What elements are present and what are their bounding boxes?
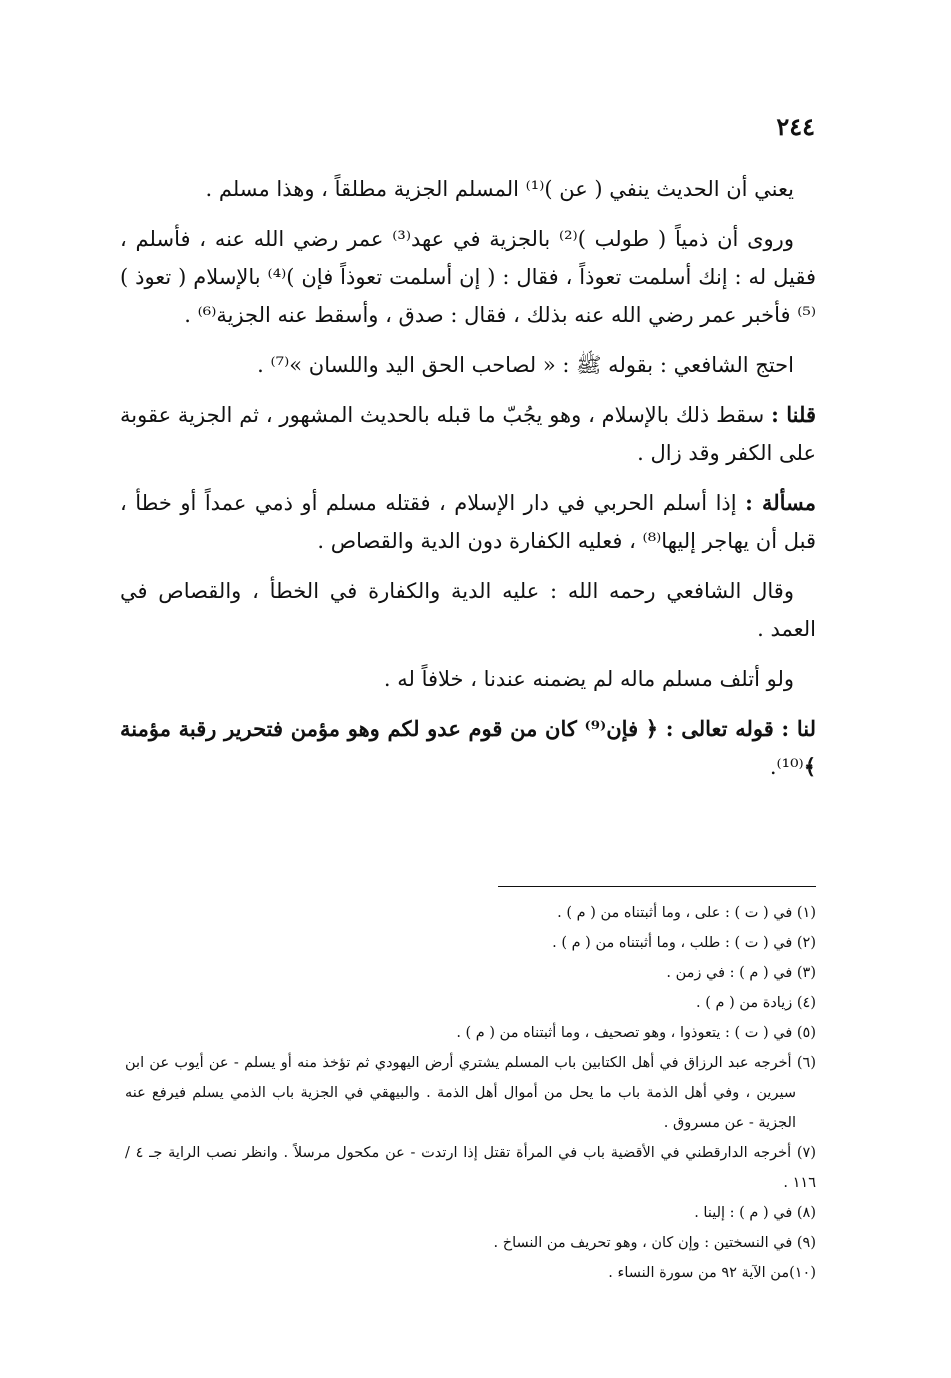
paragraph-lead: لنا : قوله تعالى : ﴿ فإن⁽⁹⁾ كان من قوم عدو لكم وهو مؤمن فتحرير رقبة مؤمنة ﴾ — [120, 716, 816, 779]
paragraph-text: وقال الشافعي رحمه الله : عليه الدية والكفارة في الخطأ ، والقصاص في العمد . — [120, 579, 816, 641]
footnote: (٦) أخرجه عبد الرزاق في أهل الكتابين باب المسلم يشتري أرض اليهودي ثم تؤخذ منه أو يسلم - عن أيوب عن ابن سيرين ، وفي أهل الذمة باب ما يحل من أموال أهل الذمة . والبيهقي في الجزية باب الذمي يسلم فيرفع عنه الجزية - عن مسروق . — [125, 1055, 816, 1131]
paragraph — [120, 484, 816, 560]
footnotes — [125, 898, 816, 1288]
footnote: (٣) في ( م ) : في زمن . — [666, 965, 816, 981]
paragraph — [120, 710, 816, 786]
paragraph — [120, 170, 816, 208]
paragraph-text: وروى أن ذمياً ( طولب )⁽²⁾ بالجزية في عهد⁽³⁾ عمر رضي الله عنه ، فأسلم ، فقيل له : إنك أسلمت تعوذاً ، فقال : ( إن أسلمت تعوذاً فإن )⁽⁴⁾ بالإسلام ( تعوذ )⁽⁵⁾ فأخبر عمر رضي الله عنه بذلك ، فقال : صدق ، وأسقط عنه الجزية⁽⁶⁾ . — [120, 227, 816, 327]
footnote: (٢) في ( ت ) : طلب ، وما أثبتناه من ( م ) . — [552, 935, 816, 951]
paragraph — [120, 660, 816, 698]
paragraph-lead: قلنا : — [771, 402, 816, 427]
paragraph-lead: مسألة : — [745, 490, 816, 515]
footnote-divider — [498, 886, 816, 887]
paragraph-text: إذا أسلم الحربي في دار الإسلام ، فقتله مسلم أو ذمي عمداً أو خطأ ، قبل أن يهاجر إليها⁽⁸⁾ ، فعليه الكفارة دون الدية والقصاص . — [120, 491, 816, 553]
paragraph — [120, 572, 816, 648]
footnote: (٥) في ( ت ) : يتعوذوا ، وهو تصحيف ، وما أثبتناه من ( م ) . — [456, 1025, 816, 1041]
page-number: ٢٤٤ — [776, 112, 815, 141]
footnote: (١) في ( ت ) : على ، وما أثبتناه من ( م ) . — [557, 905, 816, 921]
paragraph-text: احتج الشافعي : بقوله ﷺ : « لصاحب الحق اليد واللسان »⁽⁷⁾ . — [257, 353, 794, 377]
paragraph — [120, 396, 816, 472]
main-text — [120, 170, 816, 798]
footnote: (٤) زيادة من ( م ) . — [696, 995, 816, 1011]
paragraph-text: سقط ذلك بالإسلام ، وهو يجُبّ ما قبله بالحديث المشهور ، ثم الجزية عقوبة على الكفر وقد زال . — [120, 403, 816, 465]
paragraph-text: ⁽¹⁰⁾. — [769, 755, 804, 779]
footnote: (٨) في ( م ) : إلينا . — [694, 1205, 816, 1221]
paragraph — [120, 346, 816, 384]
paragraph-text: يعني أن الحديث ينفي ( عن )⁽¹⁾ المسلم الجزية مطلقاً ، وهذا مسلم . — [205, 177, 794, 201]
paragraph-text: ولو أتلف مسلم ماله لم يضمنه عندنا ، خلافاً له . — [383, 667, 794, 691]
footnote: (٧) أخرجه الدارقطني في الأقضية باب في المرأة تقتل إذا ارتدت - عن مكحول مرسلاً . وانظر نصب الراية جـ ٤ / ١١٦ . — [125, 1145, 816, 1191]
paragraph — [120, 220, 816, 334]
footnote: (١٠)من الآية ٩٢ من سورة النساء . — [608, 1265, 816, 1281]
footnote: (٩) في النسختين : وإن كان ، وهو تحريف من النساخ . — [493, 1235, 816, 1251]
